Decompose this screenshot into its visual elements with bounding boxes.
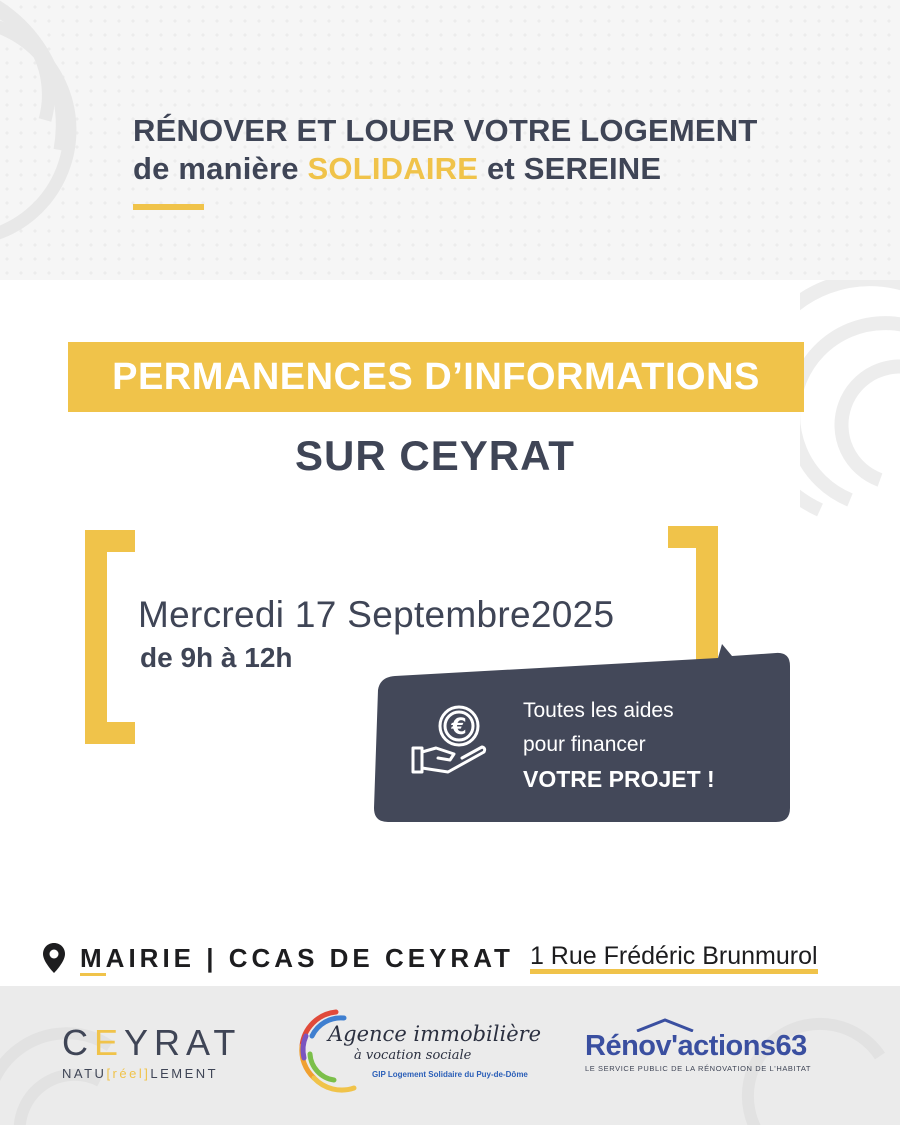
address-place-rest: AIRIE | CCAS DE CEYRAT [105, 942, 514, 973]
euro-hand-icon [410, 704, 492, 780]
address-street: 1 Rue Frédéric Brunmurol [530, 943, 818, 974]
renovactions63-logo [585, 1030, 811, 1073]
address-place [80, 943, 514, 974]
aides-line-3: VOTRE PROJET ! [523, 766, 715, 792]
location-subtitle: SUR CEYRAT [295, 432, 575, 479]
aides-line-2: pour financer [523, 733, 646, 756]
ceyrat-letter-c: C [62, 1022, 94, 1063]
event-date: Mercredi 17 Septembre2025 [138, 594, 615, 635]
ceyrat-wordmark [62, 1022, 241, 1064]
agence-organisation: GIP Logement Solidaire du Puy-de-Dôme [372, 1070, 528, 1079]
agence-title: Agence immobilière [328, 1022, 542, 1046]
ceyrat-tag-mid: [réel] [106, 1066, 151, 1081]
renovactions-wordmark: Rénov'actions63 [585, 1030, 807, 1062]
permanences-banner: PERMANENCES D’INFORMATIONS [68, 342, 804, 412]
agence-subtitle: à vocation sociale [354, 1048, 472, 1063]
aides-text [523, 694, 715, 796]
headline-suffix: et SEREINE [486, 151, 662, 186]
renovactions-tagline: LE SERVICE PUBLIC DE LA RÉNOVATION DE L'HABITAT [585, 1064, 812, 1073]
agence-immobiliere-logo [294, 1006, 554, 1096]
ceyrat-tag-end: LEMENT [150, 1066, 219, 1081]
event-time: de 9h à 12h [140, 642, 293, 673]
aides-line-1: Toutes les aides [523, 699, 674, 722]
ceyrat-letters-rest: YRAT [124, 1022, 242, 1063]
ceyrat-tag-start: NATU [62, 1066, 107, 1081]
ceyrat-logo [62, 1022, 241, 1081]
headline-line-1: RÉNOVER ET LOUER VOTRE LOGEMENT [133, 113, 758, 148]
headline-highlight: SOLIDAIRE [307, 151, 479, 186]
address-line [42, 940, 818, 976]
address-place-first-letter: M [80, 943, 106, 976]
headline-prefix: de manière [133, 151, 299, 186]
svg-text:€: € [451, 715, 467, 740]
footer-partners [0, 986, 900, 1125]
ceyrat-letter-e: E [94, 1022, 125, 1063]
ceyrat-tagline [62, 1066, 241, 1081]
location-pin-icon [42, 942, 66, 974]
